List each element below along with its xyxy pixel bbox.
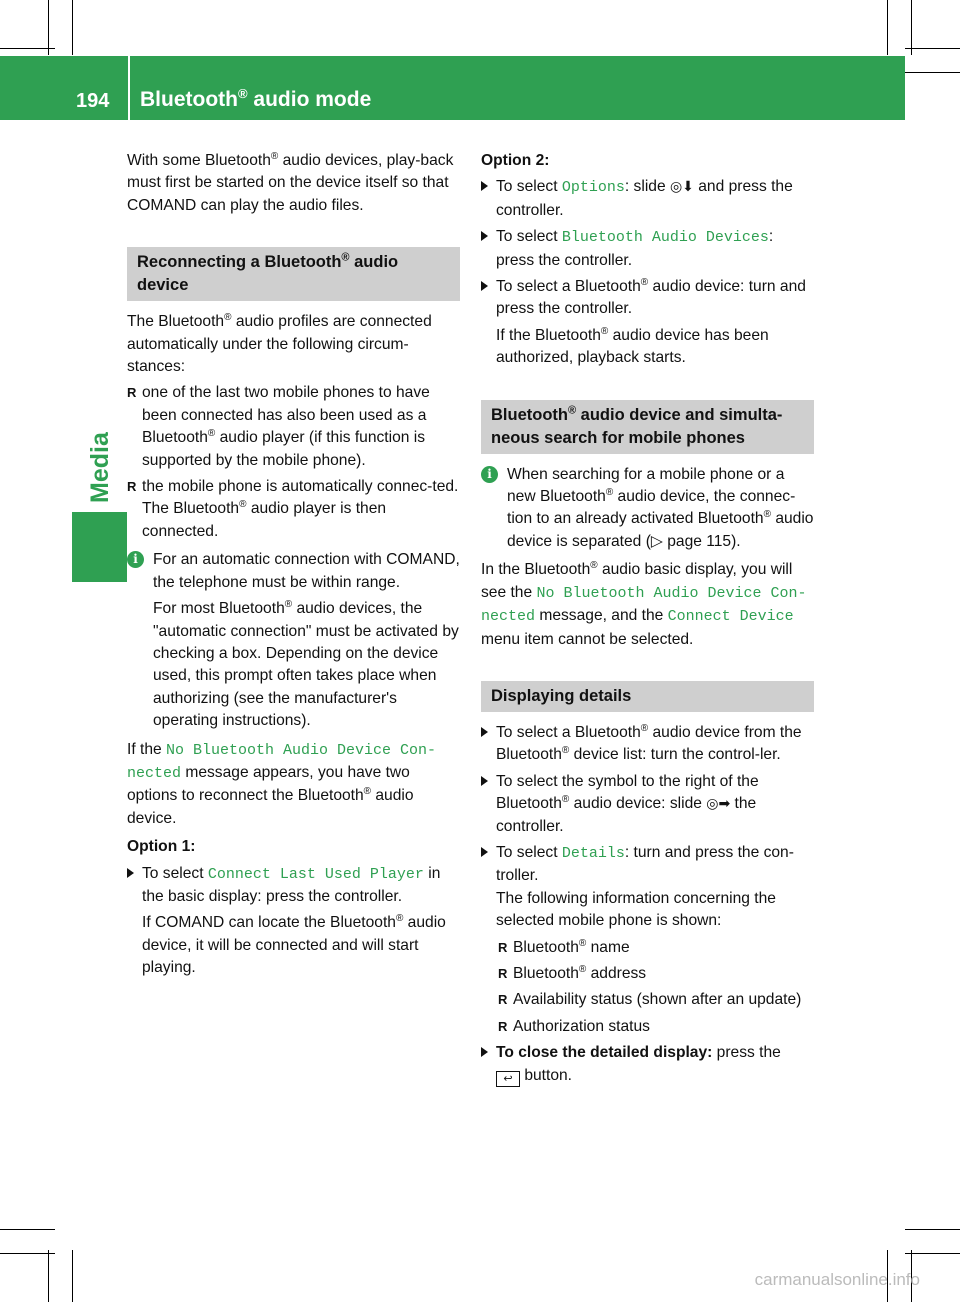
instruction-step: To select a Bluetooth® audio device from the Bluetooth® device list: turn the control-ler. bbox=[481, 722, 814, 767]
step-arrow-icon bbox=[481, 231, 488, 241]
crop-mark bbox=[905, 48, 960, 49]
bullet-icon: R bbox=[498, 992, 508, 1008]
crop-mark bbox=[905, 1253, 960, 1254]
page-reference-icon: ▷ bbox=[650, 532, 663, 550]
display-message: No Bluetooth Audio Device Con‐nected bbox=[481, 584, 807, 626]
crop-mark bbox=[48, 1250, 49, 1302]
crop-mark bbox=[0, 48, 55, 49]
intro-paragraph: With some Bluetooth® audio devices, play-back must first be started on the device itself so that COMAND can play the audio files. bbox=[127, 150, 454, 214]
menu-item-name: Connect Device bbox=[667, 608, 794, 626]
crop-mark bbox=[887, 0, 888, 55]
header-divider bbox=[128, 56, 130, 120]
bullet-icon: R bbox=[498, 1018, 508, 1034]
menu-item-name: Options bbox=[561, 179, 625, 197]
option-1-label: Option 1: bbox=[127, 838, 196, 856]
info-icon: i bbox=[127, 551, 144, 568]
instruction-step: To select a Bluetooth® audio device: turn and press the controller. bbox=[481, 276, 814, 321]
crop-mark bbox=[0, 1253, 55, 1254]
list-item: R Authorization status bbox=[481, 1016, 814, 1038]
paragraph: The Bluetooth® audio profiles are connected automatically under the following circum-stances: bbox=[127, 312, 432, 376]
info-note: i For an automatic connection with COMAND, the telephone must be within range. bbox=[127, 549, 460, 594]
list-item: R one of the last two mobile phones to have been connected has also been used as a Bluetooth® audio player (if this function is supported by the mobile phone). bbox=[127, 384, 430, 469]
step-arrow-icon bbox=[481, 727, 488, 737]
crop-mark bbox=[72, 0, 73, 55]
section-title: Bluetooth® audio mode bbox=[140, 86, 372, 111]
info-note-continued: For most Bluetooth® audio devices, the "automatic connection" must be activated by checking a box. Depending on the device used, this prompt often takes place when authorizing (see the manufacturer's operating instructions). bbox=[153, 598, 459, 730]
back-button-icon: ↩ bbox=[496, 1071, 520, 1087]
menu-item-name: Connect Last Used Player bbox=[207, 865, 424, 883]
step-arrow-icon bbox=[481, 776, 488, 786]
crop-mark bbox=[48, 0, 49, 55]
instruction-step: To select Details: turn and press the con-troller. The following information concerning the selected mobile phone is shown: bbox=[481, 842, 814, 933]
menu-item-name: Details bbox=[561, 844, 625, 862]
list-item: R the mobile phone is automatically connec-ted. The Bluetooth® audio player is then connected. bbox=[127, 478, 459, 540]
paragraph: If the No Bluetooth Audio Device Con‐nected message appears, you have two options to reconnect the Bluetooth® audio device. bbox=[127, 740, 437, 827]
step-arrow-icon bbox=[481, 281, 488, 291]
instruction-step: To select Bluetooth Audio Devices: press the controller. bbox=[481, 226, 814, 272]
step-arrow-icon bbox=[481, 181, 488, 191]
heading-displaying-details: Displaying details bbox=[481, 681, 814, 712]
left-column bbox=[127, 150, 460, 980]
step-arrow-icon bbox=[127, 868, 134, 878]
step-arrow-icon bbox=[481, 1047, 488, 1057]
list-item: R Availability status (shown after an update) bbox=[481, 989, 814, 1011]
side-tab-label: Media bbox=[86, 432, 114, 503]
step-result: If COMAND can locate the Bluetooth® audio device, it will be connected and will start playing. bbox=[142, 913, 446, 977]
list-item: R Bluetooth® address bbox=[481, 963, 814, 985]
bullet-icon: R bbox=[127, 385, 137, 401]
controller-slide-down-icon: ◎⬇ bbox=[669, 179, 694, 196]
heading-simultaneous-search: Bluetooth® audio device and simulta-neous search for mobile phones bbox=[481, 400, 814, 454]
menu-item-name: Bluetooth Audio Devices bbox=[561, 229, 769, 247]
info-icon: i bbox=[481, 466, 498, 483]
option-2-label: Option 2: bbox=[481, 152, 550, 169]
side-tab-marker bbox=[72, 512, 127, 582]
crop-mark bbox=[911, 0, 912, 55]
crop-mark bbox=[72, 1250, 73, 1302]
controller-slide-right-icon: ◎➡ bbox=[706, 796, 731, 813]
step-arrow-icon bbox=[481, 847, 488, 857]
paragraph: In the Bluetooth® audio basic display, you will see the No Bluetooth Audio Device Con‐nected message, and the Connect Device menu item cannot be selected. bbox=[481, 560, 807, 648]
step-result: If the Bluetooth® audio device has been authorized, playback starts. bbox=[496, 325, 769, 367]
info-note: i When searching for a mobile phone or a new Bluetooth® audio device, the connec-tion to an already activated Bluetooth® audio device is separated (▷ page 115). bbox=[481, 464, 814, 554]
crop-mark bbox=[905, 72, 960, 73]
page-number: 194 bbox=[76, 90, 110, 112]
instruction-step: To select Options: slide ◎⬇ and press the controller. bbox=[481, 176, 814, 222]
instruction-step: To close the detailed display: press the ↩ button. bbox=[481, 1042, 814, 1087]
crop-mark bbox=[905, 1229, 960, 1230]
display-message: No Bluetooth Audio Device Con‐nected bbox=[127, 741, 437, 782]
bullet-icon: R bbox=[498, 965, 508, 981]
page-header-bar bbox=[0, 56, 905, 120]
bullet-icon: R bbox=[498, 939, 508, 955]
watermark: carmanualsonline.info bbox=[754, 1270, 920, 1289]
instruction-step: To select the symbol to the right of the Bluetooth® audio device: slide ◎➡ the controller. bbox=[481, 771, 814, 838]
instruction-step: To select Connect Last Used Player in the basic display: press the controller. bbox=[127, 863, 460, 909]
crop-mark bbox=[0, 1229, 55, 1230]
list-item: R Bluetooth® name bbox=[481, 937, 814, 959]
heading-reconnecting: Reconnecting a Bluetooth® audio device bbox=[127, 247, 460, 301]
right-column bbox=[481, 150, 814, 1087]
bullet-icon: R bbox=[127, 479, 137, 495]
